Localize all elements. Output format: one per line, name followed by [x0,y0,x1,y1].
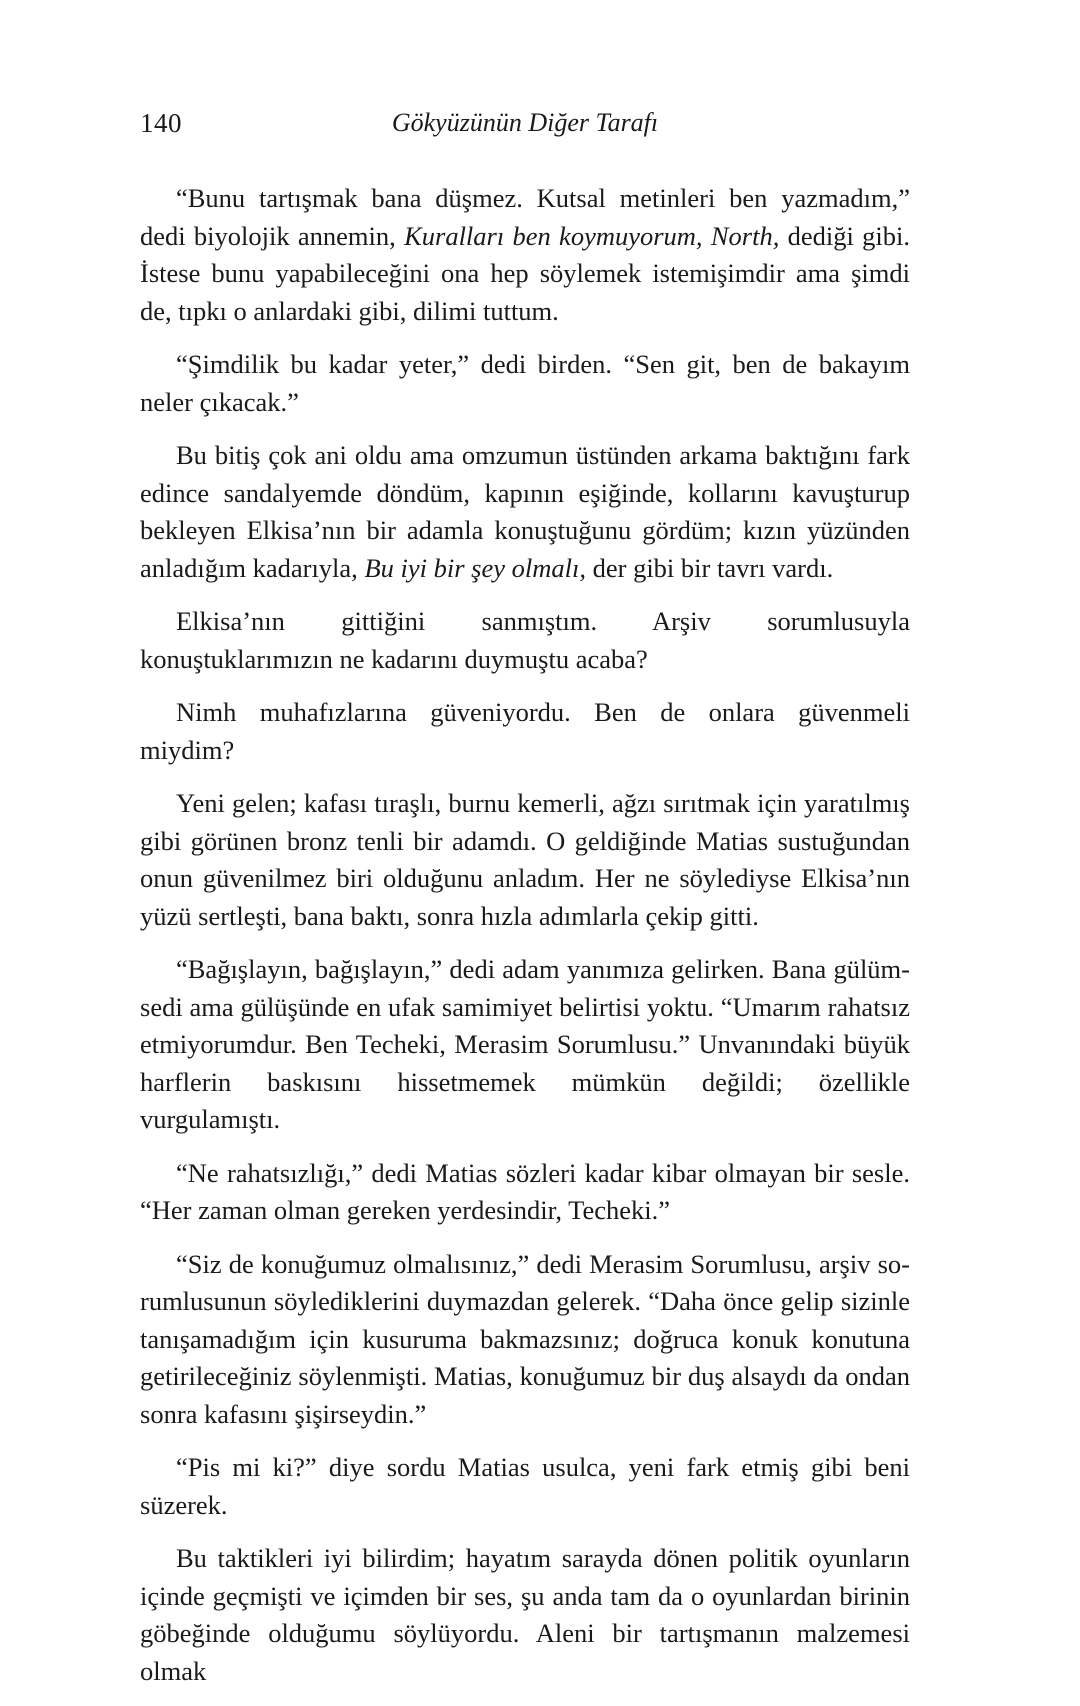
paragraph [140,437,910,587]
paragraph [140,1155,910,1230]
italic-text: Kuralları ben koymuyorum, North, [404,220,780,251]
text-run: “Bağışlayın, bağışlayın,” dedi adam yanımıza gelirken. Bana gülümsedi ama gülüşünde en ufak samimiyet belirtisi yoktu. “Umarım rahatsız etmiyorumdur. Ben Techeki, Merasim Sorumlusu.” Unvanındaki büyük harflerin baskısını hissetmemek mümkün değildi; özellikle vurgulamıştı. [140,954,910,1134]
text-run: “Şimdilik bu kadar yeter,” dedi birden. “Sen git, ben de bakayım neler çıkacak.” [140,349,910,417]
paragraph [140,951,910,1139]
text-run: “Bunu tartışmak bana düşmez. Kutsal metinleri ben yazmadım,” dedi biyolojik annemin, [140,183,910,251]
body-text [140,180,910,1706]
page-header [140,108,910,148]
paragraph [140,785,910,935]
paragraph [140,694,910,769]
text-run: der gibi bir tavrı vardı. [585,552,834,583]
paragraph [140,1449,910,1524]
text-run: Yeni gelen; kafası tıraşlı, burnu kemerli, ağzı sırıtmak için yaratılmış gibi görünen bronz tenli bir adamdı. O geldiğinde Matias sustuğundan onun güvenilmez biri olduğunu anladım. Her ne söylediyse Elkisa’nın yüzü sertleşti, bana baktı, sonra hızla adımlarla çekip gitti. [140,788,910,931]
text-run: “Ne rahatsızlığı,” dedi Matias sözleri kadar kibar olmayan bir sesle. “Her zaman olman gereken yerdesindir, Techeki.” [140,1157,910,1225]
paragraph [140,603,910,678]
paragraph [140,1540,910,1690]
paragraph [140,1246,910,1434]
paragraph [140,180,910,330]
text-run: dediği gibi. İstese bunu yapabileceğini ona hep söylemek istemişimdir ama şimdi de, tıpkı o anlardaki gibi, dilimi tuttum. [140,220,910,326]
text-run: Bu taktikleri iyi bilirdim; hayatım sarayda dönen politik oyunların içinde geçmişti ve içimden bir ses, şu anda tam da o oyunlardan birinin göbeğinde olduğumu söylüyordu. Aleni bir tartışmanın malzemesi olmak [140,1543,910,1686]
italic-text: Bu iyi bir şey olmalı, [364,552,586,583]
paragraph [140,346,910,421]
text-run: Bu bitiş çok ani oldu ama omzumun üstünden arkama baktığını fark edince sandalyemde döndüm, kapının eşiğinde, kollarını kavuşturup bekleyen Elkisa’nın bir adamla konuştuğunu gördüm; kızın yüzünden anladığım kadarıyla, [140,440,910,583]
text-run: “Pis mi ki?” diye sordu Matias usulca, yeni fark etmiş gibi beni süzerek. [140,1452,910,1520]
text-run: Elkisa’nın gittiğini sanmıştım. Arşiv sorumlusuyla konuştuklarımızın ne kadarını duymuştu acaba? [140,606,910,674]
text-run: “Siz de konuğumuz olmalısınız,” dedi Merasim Sorumlusu, arşiv sorumlusunun söylediklerini duymazdan gelerek. “Daha önce gelip sizinle tanışamadığım için kusuruma bakmazsınız; doğruca konuk konutuna getirileceğiniz söylenmişti. Matias, konuğumuz bir duş alsaydı da ondan sonra kafasını şişirseydin.” [140,1248,910,1429]
text-run: Nimh muhafızlarına güveniyordu. Ben de onlara güvenmeli miydim? [140,697,910,765]
running-title: Gökyüzünün Diğer Tarafı [391,108,659,137]
page-number: 140 [140,108,182,138]
